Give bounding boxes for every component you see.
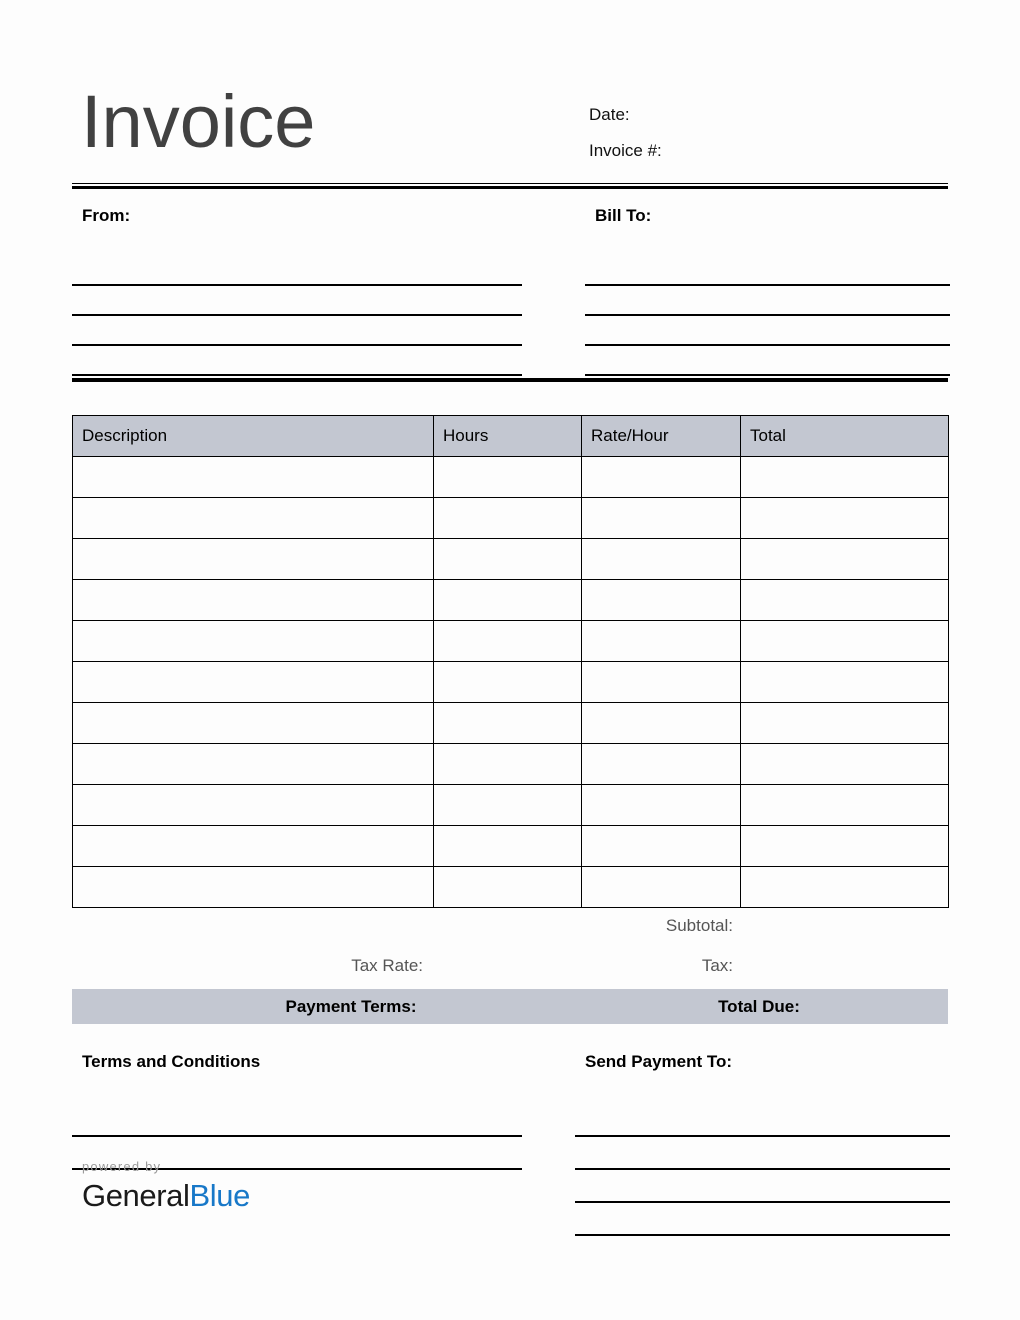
cell-total[interactable] [741,867,949,908]
tax-rate-label: Tax Rate: [351,956,423,975]
cell-rate[interactable] [582,662,741,703]
from-line-4[interactable] [72,346,522,376]
column-header-total: Total [741,416,949,457]
bill-to-line-4[interactable] [585,346,950,376]
cell-hours[interactable] [434,498,582,539]
cell-total[interactable] [741,703,949,744]
table-body [73,457,949,908]
bill-to-input-lines [585,256,950,376]
table-row [73,703,949,744]
totals-section [72,906,948,984]
from-input-lines [72,256,522,376]
total-due-bar [72,989,948,1024]
cell-hours[interactable] [434,744,582,785]
column-header-description: Description [73,416,434,457]
total-due-label: Total Due: [718,997,800,1016]
cell-hours[interactable] [434,457,582,498]
cell-rate[interactable] [582,867,741,908]
table-header-row [73,416,949,457]
from-line-3[interactable] [72,316,522,346]
cell-hours[interactable] [434,785,582,826]
cell-hours[interactable] [434,662,582,703]
subtotal-label: Subtotal: [665,916,733,935]
brand-name-general: General [82,1178,190,1213]
cell-total[interactable] [741,662,949,703]
cell-hours[interactable] [434,621,582,662]
bill-to-line-1[interactable] [585,256,950,286]
terms-and-conditions-label: Terms and Conditions [82,1052,261,1071]
column-header-hours: Hours [434,416,582,457]
cell-total[interactable] [741,826,949,867]
cell-description[interactable] [73,785,434,826]
cell-description[interactable] [73,867,434,908]
cell-rate[interactable] [582,498,741,539]
column-header-rate: Rate/Hour [582,416,741,457]
send-payment-line-4[interactable] [575,1203,950,1236]
cell-description[interactable] [73,498,434,539]
cell-rate[interactable] [582,826,741,867]
page-title: Invoice [81,80,316,163]
payment-terms-label: Payment Terms: [285,997,417,1016]
terms-line-1[interactable] [72,1104,522,1137]
parties-divider [72,378,948,382]
cell-rate[interactable] [582,621,741,662]
table-row [73,539,949,580]
table-row [73,662,949,703]
cell-rate[interactable] [582,785,741,826]
cell-hours[interactable] [434,703,582,744]
cell-description[interactable] [73,539,434,580]
cell-hours[interactable] [434,867,582,908]
cell-hours[interactable] [434,580,582,621]
invoice-header [72,80,948,178]
table-row [73,621,949,662]
generalblue-logo [82,1158,312,1224]
send-payment-line-3[interactable] [575,1170,950,1203]
powered-by-label: powered by [82,1159,162,1174]
table-row [73,744,949,785]
cell-hours[interactable] [434,826,582,867]
from-line-2[interactable] [72,286,522,316]
cell-description[interactable] [73,457,434,498]
table-row [73,826,949,867]
from-label: From: [82,206,131,225]
tax-label: Tax: [701,956,733,975]
header-divider [72,183,948,189]
cell-total[interactable] [741,785,949,826]
cell-total[interactable] [741,498,949,539]
cell-total[interactable] [741,580,949,621]
date-label: Date: [589,105,630,124]
cell-rate[interactable] [582,539,741,580]
brand-wordmark [82,1176,312,1216]
table-row [73,867,949,908]
invoice-number-label: Invoice #: [589,141,662,160]
line-items-table [72,415,949,908]
cell-total[interactable] [741,457,949,498]
cell-description[interactable] [73,580,434,621]
cell-rate[interactable] [582,457,741,498]
cell-description[interactable] [73,744,434,785]
cell-rate[interactable] [582,580,741,621]
table-row [73,498,949,539]
cell-description[interactable] [73,621,434,662]
send-payment-label: Send Payment To: [585,1052,733,1071]
bill-to-line-3[interactable] [585,316,950,346]
bill-to-label: Bill To: [595,206,652,225]
table-row [73,580,949,621]
bill-to-line-2[interactable] [585,286,950,316]
cell-description[interactable] [73,662,434,703]
cell-description[interactable] [73,703,434,744]
cell-hours[interactable] [434,539,582,580]
cell-description[interactable] [73,826,434,867]
table-row [73,785,949,826]
cell-rate[interactable] [582,703,741,744]
send-payment-line-2[interactable] [575,1137,950,1170]
from-line-1[interactable] [72,256,522,286]
subtotal-row [72,906,948,946]
cell-total[interactable] [741,744,949,785]
invoice-meta [589,97,949,169]
cell-rate[interactable] [582,744,741,785]
send-payment-input-lines [575,1104,950,1236]
cell-total[interactable] [741,621,949,662]
parties-section [72,200,948,372]
brand-name-blue: Blue [189,1178,250,1213]
table-row [73,457,949,498]
cell-total[interactable] [741,539,949,580]
tax-row [72,946,948,986]
send-payment-line-1[interactable] [575,1104,950,1137]
